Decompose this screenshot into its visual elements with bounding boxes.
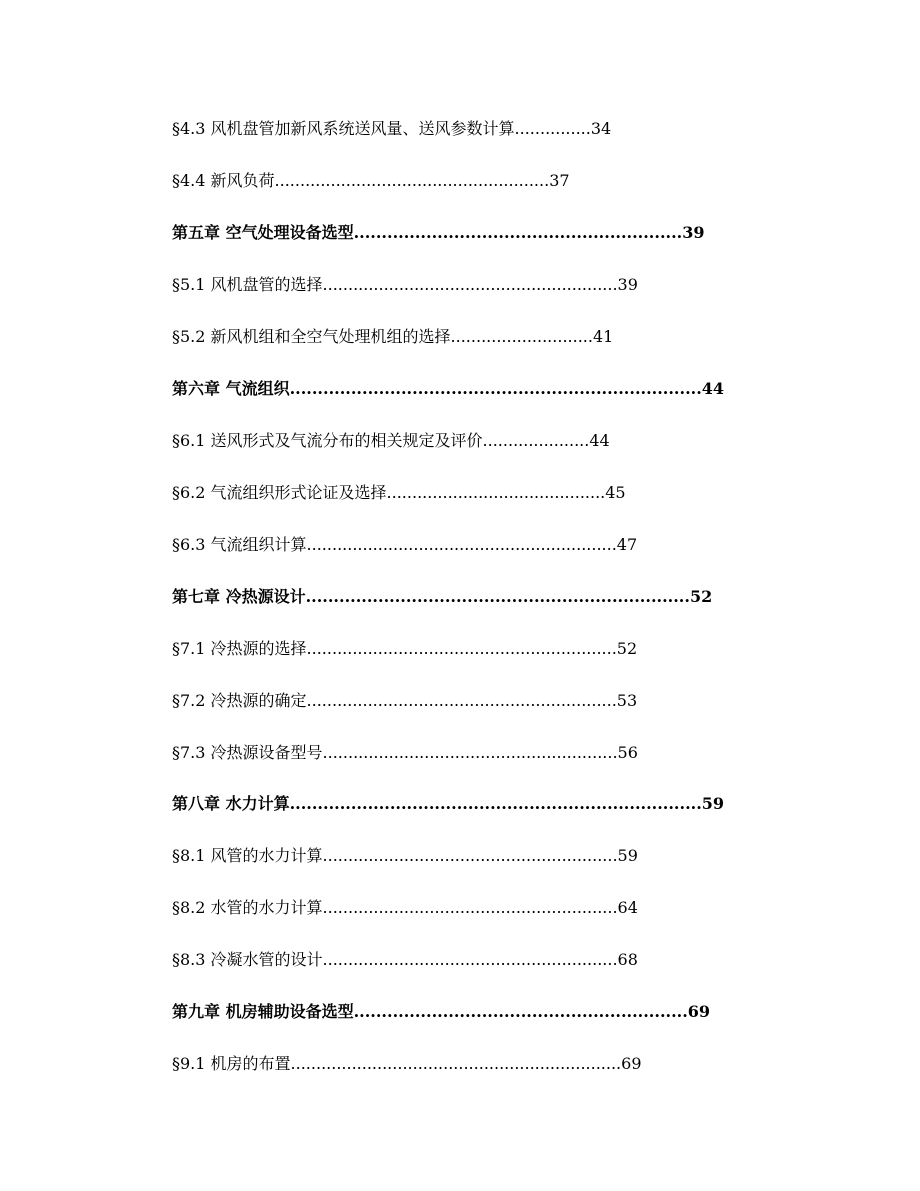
toc-entry-8-2	[172, 896, 638, 920]
toc-page-number: 45	[605, 483, 626, 502]
toc-page-number: 39	[617, 275, 638, 294]
toc-entry-7-3	[172, 741, 638, 765]
toc-leader-dots: ...........................................	[386, 483, 606, 502]
toc-entry-label: 第五章 空气处理设备选型	[172, 223, 354, 242]
toc-leader-dots: ...........................................................	[353, 223, 683, 242]
toc-entry-label: §6.2 气流组织形式论证及选择	[172, 483, 387, 502]
toc-page-number: 41	[592, 327, 614, 346]
toc-entry-label: 第八章 水力计算	[172, 794, 290, 813]
toc-leader-dots: .............................................................	[306, 639, 617, 658]
toc-page-number: 69	[621, 1054, 642, 1073]
toc-leader-dots: .....................................................................	[305, 587, 690, 606]
toc-page-number: 64	[617, 898, 638, 917]
toc-leader-dots: ...............	[514, 119, 591, 138]
toc-entry-label: §8.3 冷凝水管的设计	[172, 950, 323, 969]
toc-entry-label: §5.2 新风机组和全空气处理机组的选择	[172, 327, 451, 346]
toc-leader-dots: ............................	[450, 327, 593, 346]
toc-entry-9-1	[172, 1052, 642, 1076]
toc-entry-label: §7.1 冷热源的选择	[172, 639, 307, 658]
toc-entry-label: §4.4 新风负荷	[172, 171, 275, 190]
toc-page-number: 59	[617, 846, 638, 865]
toc-page-number: 44	[701, 379, 725, 398]
toc-entry-label: §6.1 送风形式及气流分布的相关规定及评价	[172, 431, 483, 450]
toc-page-number: 69	[687, 1002, 711, 1021]
toc-entry-8-3	[172, 948, 638, 972]
toc-page-number: 52	[689, 587, 713, 606]
toc-leader-dots: ..........................................................	[322, 743, 618, 762]
toc-page-number: 34	[590, 119, 612, 138]
toc-entry-label: §7.2 冷热源的确定	[172, 691, 307, 710]
toc-page-number: 47	[616, 535, 638, 554]
toc-page-number: 68	[617, 950, 638, 969]
toc-page-number: 59	[701, 794, 725, 813]
toc-page-number: 37	[549, 171, 570, 190]
toc-leader-dots: ......................................................	[274, 171, 550, 190]
toc-page-number: 39	[682, 223, 705, 242]
toc-entry-7-1	[172, 637, 637, 661]
toc-leader-dots: ..........................................................	[322, 950, 618, 969]
toc-page-number: 52	[616, 639, 638, 658]
toc-entry-label: 第九章 机房辅助设备选型	[172, 1002, 354, 1021]
toc-entry-4-4	[172, 169, 570, 193]
toc-entry-7-2	[172, 689, 637, 713]
toc-chapter-8	[172, 792, 724, 816]
toc-leader-dots: .............................................................	[306, 691, 617, 710]
toc-leader-dots: ..........................................................	[322, 846, 618, 865]
toc-chapter-6	[172, 377, 724, 401]
toc-entry-label: 第六章 气流组织	[172, 379, 290, 398]
toc-leader-dots: ..........................................................................	[289, 794, 702, 813]
toc-entry-label: §8.2 水管的水力计算	[172, 898, 323, 917]
toc-entry-label: §9.1 机房的布置	[172, 1054, 291, 1073]
toc-leader-dots: .................................................................	[290, 1054, 622, 1073]
toc-entry-6-2	[172, 481, 626, 505]
toc-leader-dots: .............................................................	[306, 535, 617, 554]
toc-leader-dots: ..........................................................	[322, 898, 618, 917]
toc-entry-label: §6.3 气流组织计算	[172, 535, 307, 554]
toc-entry-4-3	[172, 117, 611, 141]
toc-chapter-5	[172, 221, 705, 245]
toc-leader-dots: .....................	[482, 431, 590, 450]
toc-leader-dots: ..........................................................	[322, 275, 618, 294]
toc-entry-label: §4.3 风机盘管加新风系统送风量、送风参数计算	[172, 119, 515, 138]
toc-chapter-7	[172, 585, 712, 609]
toc-entry-6-1	[172, 429, 610, 453]
toc-entry-label: §8.1 风管的水力计算	[172, 846, 323, 865]
toc-entry-label: §7.3 冷热源设备型号	[172, 743, 323, 762]
toc-entry-8-1	[172, 844, 638, 868]
toc-leader-dots: ............................................................	[353, 1002, 688, 1021]
toc-page-number: 44	[589, 431, 610, 450]
toc-entry-5-1	[172, 273, 638, 297]
toc-page-number: 53	[616, 691, 638, 710]
toc-entry-5-2	[172, 325, 613, 349]
toc-entry-6-3	[172, 533, 637, 557]
toc-entry-label: 第七章 冷热源设计	[172, 587, 306, 606]
toc-page-number: 56	[617, 743, 638, 762]
toc-leader-dots: ..........................................................................	[289, 379, 702, 398]
toc-entry-label: §5.1 风机盘管的选择	[172, 275, 323, 294]
toc-chapter-9	[172, 1000, 710, 1024]
